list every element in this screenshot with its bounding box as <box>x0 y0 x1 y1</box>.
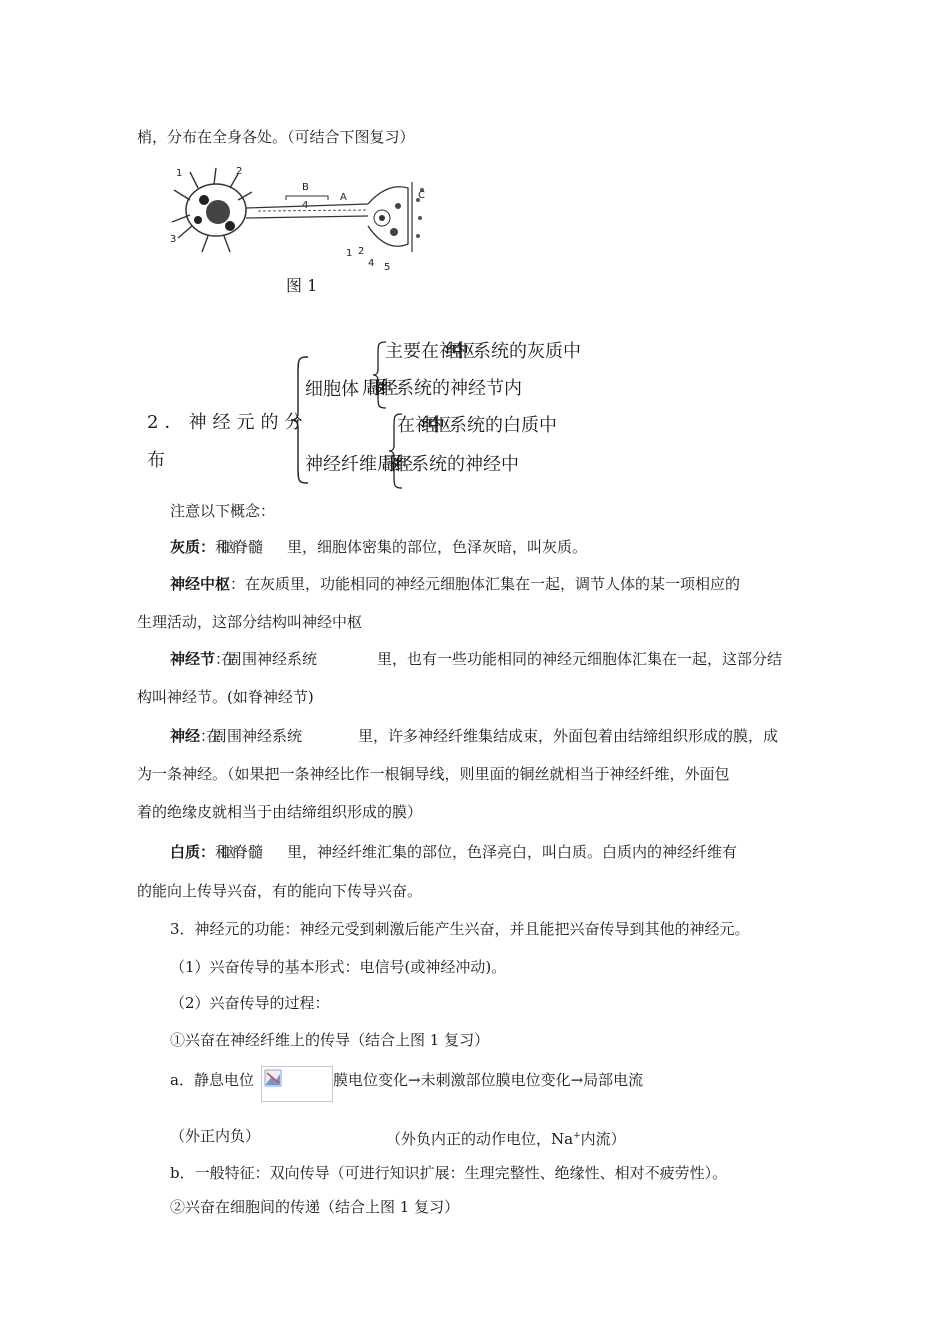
ganglion-line2: 构叫神经节。(如脊神经节) <box>137 688 314 706</box>
broken-image-icon <box>264 1069 282 1087</box>
b-line: b．一般特征：双向传导（可进行知识扩展：生理完整性、绝缘性、相对不疲劳性）。 <box>170 1164 728 1182</box>
function-line: 3．神经元的功能：神经元受到刺激后能产生兴奋，并且能把兴奋传导到其他的神经元。 <box>170 920 750 938</box>
fiber-label: 神经纤维周围神经 系统的神经中 <box>305 454 519 475</box>
dist-heading: 2．神经元的分 <box>147 412 309 433</box>
fiber-line-a: 在神经中枢 系统的白质中 <box>397 415 557 436</box>
a-line-post: 膜电位变化→未刺激部位膜电位变化→局部电流 <box>333 1071 644 1089</box>
para-1: （1）兴奋传导的基本形式：电信号(或神经冲动)。 <box>170 958 507 976</box>
notes-intro: 注意以下概念： <box>170 502 276 520</box>
broken-image-placeholder <box>261 1066 333 1102</box>
nerve-line2: 为一条神经。（如果把一条神经比作一根铜导线，则里面的铜丝就相当于神经纤维，外面包 <box>137 765 730 783</box>
white-line2: 的能向上传导兴奋，有的能向下传导兴奋。 <box>137 882 423 900</box>
a-note-2: （外负内正的动作电位，Na+内流） <box>386 1130 626 1148</box>
center-line2: 生理活动，这部分结构叫神经中枢 <box>137 613 363 631</box>
circled-1: ①兴奋在神经纤维上的传导（结合上图 1 复习） <box>170 1031 490 1049</box>
fig-label-c: C <box>418 190 425 201</box>
nerve-line3: 着的绝缘皮就相当于由结缔组织形成的膜） <box>137 803 423 821</box>
fig-label-b: B <box>302 182 309 193</box>
cell-line-b: 周围神经 系统的神经节内 <box>362 378 522 399</box>
nerve-line1: 神经：在周围神经系统 里，许多神经纤维集结成束，外面包着由结缔组织形成的膜，成 <box>170 727 779 745</box>
fig-label-4b: 4 <box>368 258 375 269</box>
fig-label-5: 5 <box>384 262 391 273</box>
figure-caption: 图 1 <box>286 276 318 295</box>
a-note-1: （外正内负） <box>170 1127 261 1145</box>
fig-label-1b: 1 <box>346 248 353 259</box>
white-line1: 白质：和脑 脊髓 里，神经纤维汇集的部位，色泽亮白，叫白质。白质内的神经纤维有 <box>170 843 738 861</box>
cell-line-a: 主要在神经中枢 系统的灰质中 <box>385 341 581 362</box>
center-line1: 神经中枢：在灰质里，功能相同的神经元细胞体汇集在一起，调节人体的某一项相应的 <box>170 575 741 593</box>
para-2: （2）兴奋传导的过程： <box>170 994 330 1012</box>
ganglion-line1: 神经节：在周围神经系统 里，也有一些功能相同的神经元细胞体汇集在一起，这部分结 <box>170 650 783 668</box>
fig-label-2: 2 <box>236 166 243 177</box>
fig-label-1: 1 <box>176 168 183 179</box>
circled-2: ②兴奋在细胞间的传递（结合上图 1 复习） <box>170 1198 460 1216</box>
fig-label-2b: 2 <box>358 246 365 257</box>
a-line-pre: a．静息电位 <box>170 1071 254 1089</box>
fig-label-4: 4 <box>302 200 309 211</box>
gray-matter-line: 灰质：和脑 脊髓 里，细胞体密集的部位，色泽灰暗，叫灰质。 <box>170 538 588 556</box>
neuron-figure <box>168 160 428 280</box>
cell-body-label: 细胞体 <box>305 379 359 400</box>
fig-label-3: 3 <box>170 234 177 245</box>
dist-heading-cont: 布 <box>147 450 165 471</box>
fig-label-a: A <box>340 192 347 203</box>
text-line-top: 梢，分布在全身各处。（可结合下图复习） <box>137 128 415 146</box>
